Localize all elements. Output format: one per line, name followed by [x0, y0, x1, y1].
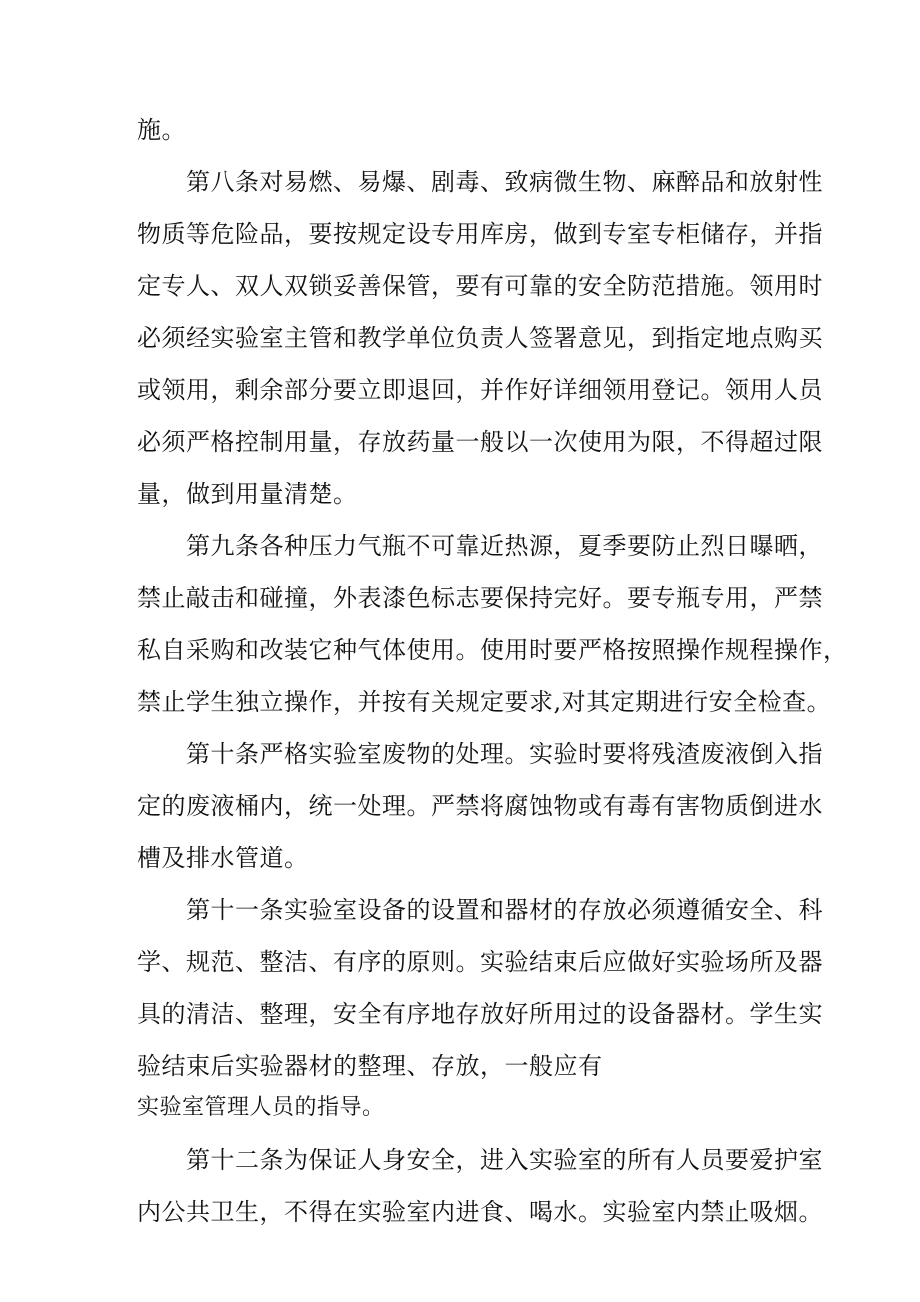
text-line: 必须经实验室主管和教学单位负责人签署意见，到指定地点购买 [137, 324, 823, 352]
text-line: 第九条各种压力气瓶不可靠近热源，夏季要防止烈日曝晒， [186, 532, 823, 560]
text-line: 禁止敲击和碰撞，外表漆色标志要保持完好。要专瓶专用，严禁 [137, 584, 823, 612]
text-line: 施。 [137, 116, 186, 144]
text-line: 必须严格控制用量，存放药量一般以一次使用为限，不得超过限 [137, 428, 823, 456]
text-line: 第十条严格实验室废物的处理。实验时要将残渣废液倒入指 [186, 740, 823, 768]
text-line: 定专人、双人双锁妥善保管，要有可靠的安全防范措施。领用时 [137, 272, 823, 300]
text-line: 学、规范、整洁、有序的原则。实验结束后应做好实验场所及器 [137, 948, 823, 976]
text-line: 或领用，剩余部分要立即退回，并作好详细领用登记。领用人员 [137, 376, 823, 404]
text-line: 验结束后实验器材的整理、存放，一般应有 [137, 1052, 603, 1080]
text-line: 量，做到用量清楚。 [137, 480, 358, 508]
text-line: 实验室管理人员的指导。 [137, 1095, 385, 1120]
text-line: 物质等危险品，要按规定设专用库房，做到专室专柜储存，并指 [137, 220, 823, 248]
text-line: 禁止学生独立操作，并按有关规定要求,对其定期进行安全检查。 [137, 688, 832, 716]
text-line: 槽及排水管道。 [137, 844, 309, 872]
text-line: 具的清洁、整理，安全有序地存放好所用过的设备器材。学生实 [137, 1000, 823, 1028]
text-line: 第八条对易燃、易爆、剧毒、致病微生物、麻醉品和放射性 [186, 168, 823, 196]
text-line: 内公共卫生，不得在实验室内进食、喝水。实验室内禁止吸烟。 [137, 1198, 823, 1226]
text-line: 第十一条实验室设备的设置和器材的存放必须遵循安全、科 [186, 896, 823, 924]
text-line: 定的废液桶内，统一处理。严禁将腐蚀物或有毒有害物质倒进水 [137, 792, 823, 820]
text-line: 第十二条为保证人身安全，进入实验室的所有人员要爱护室 [186, 1146, 823, 1174]
text-line: 私自采购和改装它种气体使用。使用时要严格按照操作规程操作， [137, 636, 848, 664]
